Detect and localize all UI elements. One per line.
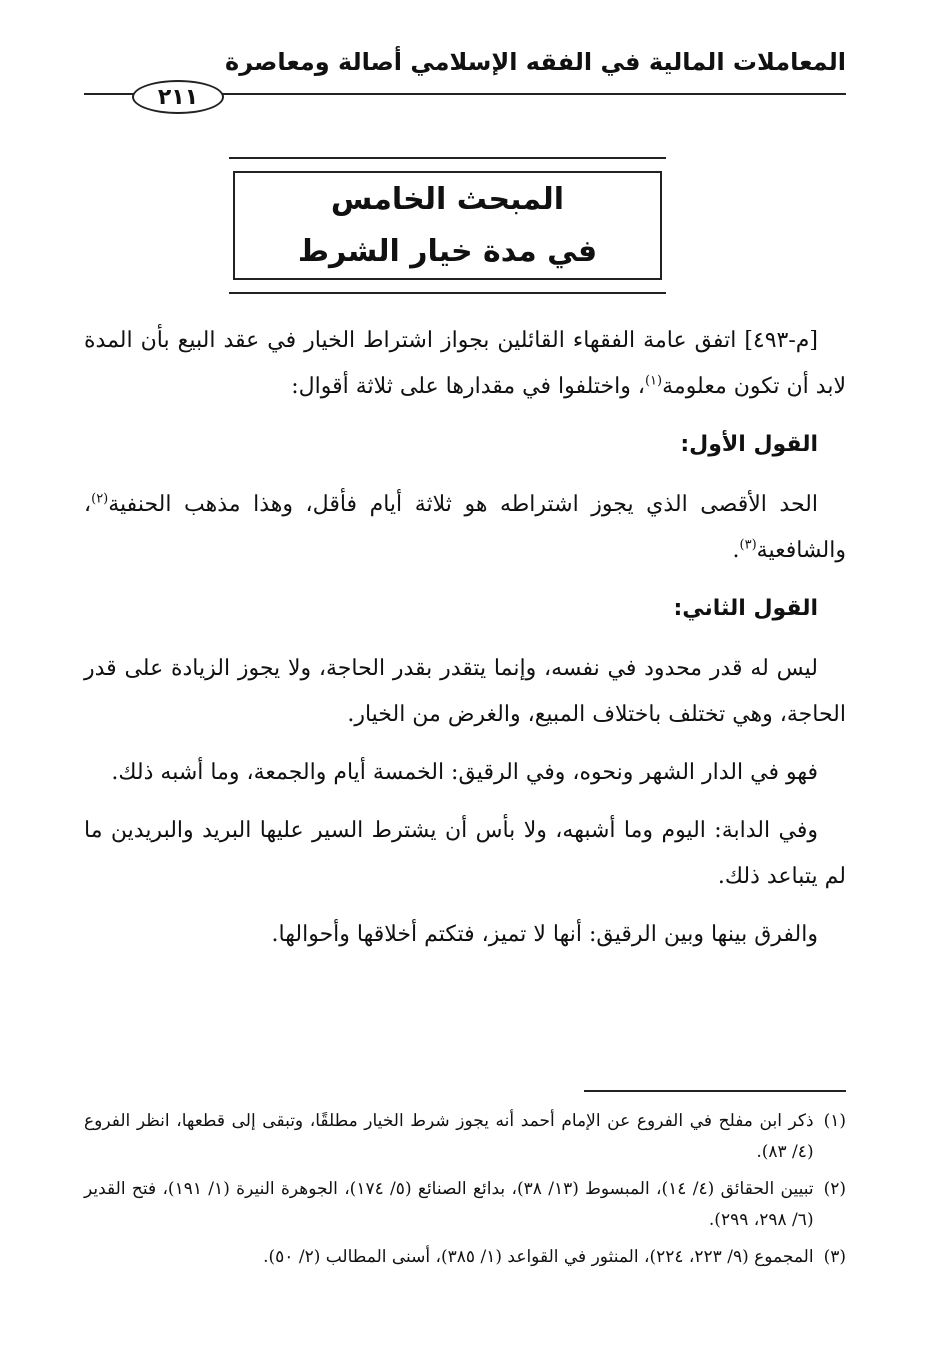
footnote-separator [584, 1090, 846, 1092]
running-title: المعاملات المالية في الفقه الإسلامي أصالة ومعاصرة [225, 48, 846, 76]
chapter-title-box [233, 171, 662, 280]
paragraph-text: الحد الأقصى الذي يجوز اشتراطه هو ثلاثة أيام فأقل، وهذا مذهب الحنفية [108, 492, 818, 517]
footnotes [84, 1106, 846, 1279]
page-number: ٢١١ [132, 80, 224, 114]
chapter-title-frame [229, 157, 666, 294]
paragraph-house-example: فهو في الدار الشهر ونحوه، وفي الرقيق: الخمسة أيام والجمعة، وما أشبه ذلك. [111, 760, 818, 785]
paragraph-text: ، واختلفوا في مقدارها على ثلاثة أقوال: [291, 374, 645, 399]
paragraph-text: . [732, 538, 740, 563]
footnote-ref-1: (١) [644, 373, 663, 389]
paragraph-second-opinion: ليس له قدر محدود في نفسه، وإنما يتقدر بقدر الحاجة، ولا يجوز الزيادة على قدر الحاجة، وهي تختلف باختلاف المبيع، والغرض من الخيار. [84, 656, 846, 727]
footnote-text: ذكر ابن مفلح في الفروع عن الإمام أحمد أنه يجوز شرط الخيار مطلقًا، وتبقى إلى قطعها، انظر الفروع (٤/ ٨٣). [84, 1111, 814, 1162]
chapter-title: المبحث الخامس [330, 181, 565, 217]
footnote-2 [84, 1174, 846, 1236]
footnote-number: (١) [823, 1111, 846, 1131]
footnote-3 [84, 1242, 846, 1273]
section-heading-first-opinion: القول الأول: [680, 432, 818, 457]
paragraph-difference: والفرق بينها وبين الرقيق: أنها لا تميز، فتكتم أخلاقها وأحوالها. [271, 922, 818, 947]
paragraph-intro [84, 318, 846, 410]
footnote-number: (٢) [823, 1179, 846, 1199]
paragraph-text: [م-٤٩٣] اتفق عامة الفقهاء القائلين بجواز اشتراط الخيار في عقد البيع بأن المدة لابد أن تكون معلومة [84, 328, 846, 399]
section-heading-second-opinion: القول الثاني: [673, 596, 818, 621]
paragraph-animal-example: وفي الدابة: اليوم وما أشبهه، ولا بأس أن يشترط السير عليها البريد والبريدين ما لم يتباعد ذلك. [84, 818, 846, 889]
chapter-subtitle: في مدة خيار الشرط [297, 233, 598, 269]
footnote-number: (٣) [823, 1247, 846, 1267]
footnote-ref-2: (٢) [91, 491, 109, 507]
paragraph-first-opinion [84, 482, 846, 574]
footnote-ref-3: (٣) [739, 537, 757, 553]
body-text [84, 318, 846, 970]
footnote-text: المجموع (٩/ ٢٢٣، ٢٢٤)، المنثور في القواعد (١/ ٣٨٥)، أسنى المطالب (٢/ ٥٠). [263, 1247, 814, 1267]
paragraph-text: ، والشافعية [84, 492, 846, 563]
footnote-text: تبيين الحقائق (٤/ ١٤)، المبسوط (١٣/ ٣٨)، بدائع الصنائع (٥/ ١٧٤)، الجوهرة النيرة (١/ ١٩١)، فتح القدير (٦/ ٢٩٨، ٢٩٩). [84, 1179, 814, 1230]
footnote-1 [84, 1106, 846, 1168]
